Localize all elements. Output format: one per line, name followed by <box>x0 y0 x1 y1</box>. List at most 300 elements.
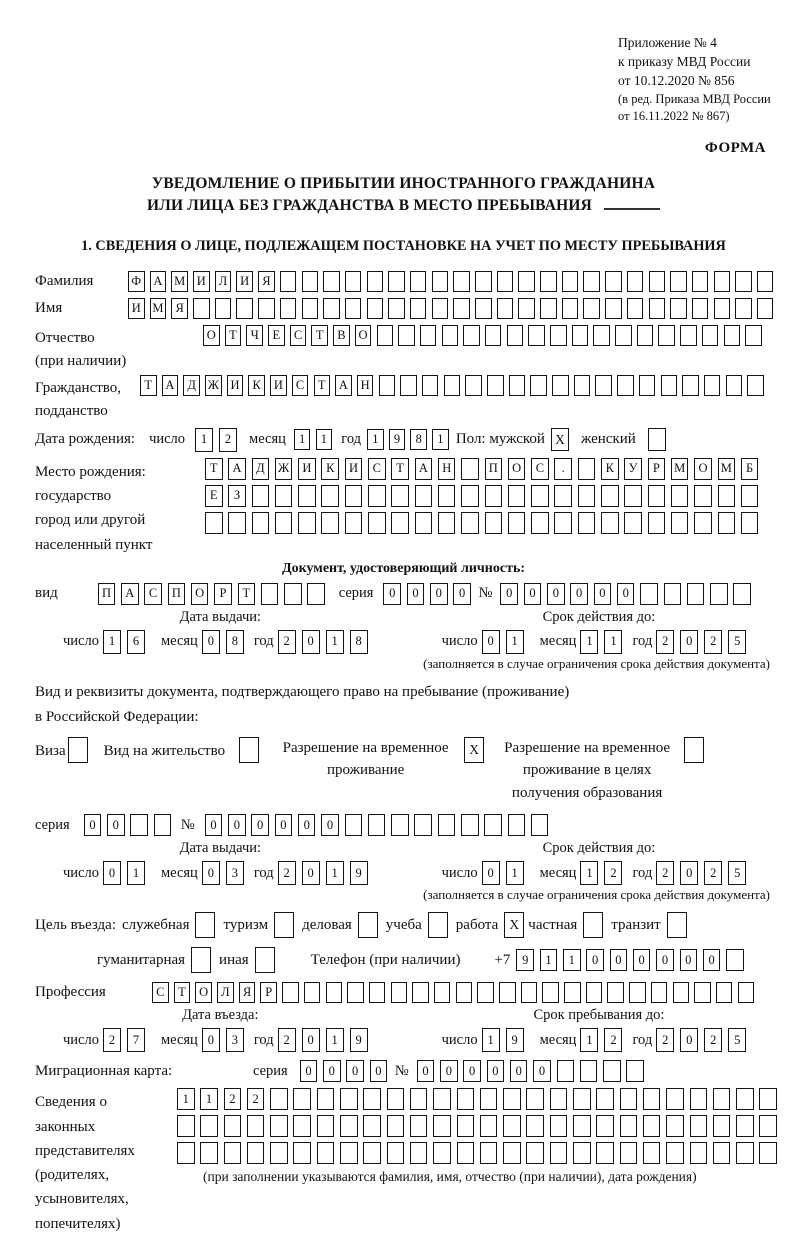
char-box[interactable]: 0 <box>430 583 448 605</box>
char-box[interactable] <box>741 485 759 507</box>
char-box[interactable] <box>666 1142 684 1164</box>
char-box[interactable] <box>461 814 479 836</box>
char-box[interactable]: 1 <box>367 429 384 450</box>
char-box[interactable] <box>557 1060 575 1082</box>
char-box[interactable]: Р <box>648 458 666 480</box>
char-box[interactable] <box>518 298 535 319</box>
char-box[interactable]: О <box>203 325 220 346</box>
char-box[interactable] <box>710 583 728 605</box>
char-box[interactable] <box>340 1088 358 1110</box>
char-box[interactable]: 2 <box>103 1028 121 1052</box>
gender-female-checkbox[interactable] <box>648 428 666 451</box>
char-box[interactable] <box>368 512 386 534</box>
char-box[interactable]: З <box>228 485 246 507</box>
char-box[interactable]: 2 <box>604 1028 622 1052</box>
char-box[interactable] <box>574 375 591 396</box>
char-box[interactable] <box>586 982 603 1003</box>
char-box[interactable]: 2 <box>704 1028 722 1052</box>
char-box[interactable] <box>747 375 764 396</box>
char-box[interactable] <box>298 512 316 534</box>
char-box[interactable] <box>388 271 405 292</box>
char-box[interactable]: 7 <box>127 1028 145 1052</box>
char-box[interactable] <box>583 271 600 292</box>
char-box[interactable]: 9 <box>389 429 406 450</box>
char-box[interactable] <box>526 1115 544 1137</box>
char-box[interactable] <box>410 1088 428 1110</box>
char-box[interactable] <box>284 583 302 605</box>
char-box[interactable] <box>617 375 634 396</box>
char-box[interactable]: 0 <box>323 1060 341 1082</box>
char-box[interactable] <box>270 1115 288 1137</box>
char-box[interactable] <box>487 375 504 396</box>
char-box[interactable]: 0 <box>656 949 674 971</box>
purpose-business-checkbox[interactable] <box>358 912 378 938</box>
char-box[interactable] <box>415 485 433 507</box>
char-box[interactable] <box>643 1142 661 1164</box>
char-box[interactable] <box>457 1142 475 1164</box>
char-box[interactable]: . <box>554 458 572 480</box>
char-box[interactable]: 0 <box>463 1060 481 1082</box>
char-box[interactable] <box>377 325 394 346</box>
char-box[interactable]: 3 <box>226 1028 244 1052</box>
char-box[interactable] <box>540 298 557 319</box>
char-box[interactable] <box>410 298 427 319</box>
char-box[interactable] <box>307 583 325 605</box>
char-box[interactable] <box>741 512 759 534</box>
char-box[interactable]: 5 <box>728 630 746 654</box>
char-box[interactable] <box>432 271 449 292</box>
char-box[interactable]: 0 <box>202 630 220 654</box>
char-box[interactable]: Я <box>239 982 256 1003</box>
char-box[interactable]: 0 <box>594 583 612 605</box>
purpose-humanitarian-checkbox[interactable] <box>191 947 211 973</box>
char-box[interactable]: 1 <box>580 1028 598 1052</box>
char-box[interactable]: Д <box>252 458 270 480</box>
char-box[interactable]: 0 <box>440 1060 458 1082</box>
char-box[interactable]: С <box>290 325 307 346</box>
char-box[interactable] <box>526 1088 544 1110</box>
char-box[interactable]: 2 <box>224 1088 242 1110</box>
char-box[interactable]: Л <box>215 271 232 292</box>
char-box[interactable] <box>687 583 705 605</box>
char-box[interactable] <box>391 814 409 836</box>
char-box[interactable] <box>398 325 415 346</box>
char-box[interactable]: 0 <box>346 1060 364 1082</box>
char-box[interactable]: 9 <box>350 1028 368 1052</box>
char-box[interactable]: И <box>345 458 363 480</box>
char-box[interactable] <box>714 298 731 319</box>
char-box[interactable] <box>713 1088 731 1110</box>
char-box[interactable]: 2 <box>704 630 722 654</box>
char-box[interactable] <box>694 485 712 507</box>
char-box[interactable]: 0 <box>610 949 628 971</box>
char-box[interactable] <box>564 982 581 1003</box>
char-box[interactable]: 1 <box>177 1088 195 1110</box>
char-box[interactable] <box>475 271 492 292</box>
char-box[interactable] <box>624 512 642 534</box>
char-box[interactable] <box>432 298 449 319</box>
char-box[interactable]: И <box>236 271 253 292</box>
char-box[interactable]: И <box>227 375 244 396</box>
char-box[interactable] <box>258 298 275 319</box>
char-box[interactable]: О <box>355 325 372 346</box>
char-box[interactable] <box>526 1142 544 1164</box>
char-box[interactable] <box>601 485 619 507</box>
char-box[interactable]: 0 <box>482 861 500 885</box>
char-box[interactable]: А <box>228 458 246 480</box>
char-box[interactable]: 2 <box>278 1028 296 1052</box>
char-box[interactable] <box>552 375 569 396</box>
char-box[interactable] <box>415 512 433 534</box>
char-box[interactable] <box>323 298 340 319</box>
char-box[interactable] <box>302 298 319 319</box>
char-box[interactable] <box>363 1088 381 1110</box>
char-box[interactable]: С <box>531 458 549 480</box>
char-box[interactable] <box>596 1142 614 1164</box>
char-box[interactable] <box>596 1088 614 1110</box>
char-box[interactable] <box>627 298 644 319</box>
char-box[interactable]: Т <box>314 375 331 396</box>
char-box[interactable]: Т <box>205 458 223 480</box>
char-box[interactable] <box>578 458 596 480</box>
char-box[interactable]: 0 <box>228 814 246 836</box>
char-box[interactable]: О <box>694 458 712 480</box>
char-box[interactable] <box>627 271 644 292</box>
char-box[interactable]: 0 <box>633 949 651 971</box>
purpose-other-checkbox[interactable] <box>255 947 275 973</box>
char-box[interactable]: 0 <box>205 814 223 836</box>
char-box[interactable] <box>518 271 535 292</box>
char-box[interactable]: Т <box>391 458 409 480</box>
char-box[interactable] <box>671 485 689 507</box>
char-box[interactable]: 0 <box>586 949 604 971</box>
char-box[interactable] <box>673 982 690 1003</box>
char-box[interactable] <box>503 1142 521 1164</box>
char-box[interactable]: 0 <box>500 583 518 605</box>
char-box[interactable]: 1 <box>482 1028 500 1052</box>
char-box[interactable] <box>200 1115 218 1137</box>
char-box[interactable]: 0 <box>680 861 698 885</box>
char-box[interactable] <box>442 325 459 346</box>
char-box[interactable]: 1 <box>103 630 121 654</box>
char-box[interactable]: П <box>485 458 503 480</box>
char-box[interactable] <box>620 1115 638 1137</box>
char-box[interactable] <box>391 485 409 507</box>
char-box[interactable]: Е <box>268 325 285 346</box>
char-box[interactable] <box>387 1142 405 1164</box>
char-box[interactable]: 0 <box>107 814 125 836</box>
char-box[interactable] <box>485 485 503 507</box>
char-box[interactable] <box>252 512 270 534</box>
char-box[interactable]: 2 <box>656 861 674 885</box>
char-box[interactable] <box>154 814 172 836</box>
char-box[interactable] <box>550 1088 568 1110</box>
char-box[interactable] <box>554 485 572 507</box>
char-box[interactable]: М <box>718 458 736 480</box>
char-box[interactable]: 9 <box>350 861 368 885</box>
char-box[interactable]: Н <box>357 375 374 396</box>
char-box[interactable]: П <box>168 583 186 605</box>
char-box[interactable] <box>388 298 405 319</box>
char-box[interactable] <box>666 1088 684 1110</box>
char-box[interactable] <box>304 982 321 1003</box>
char-box[interactable] <box>480 1142 498 1164</box>
char-box[interactable]: 0 <box>370 1060 388 1082</box>
char-box[interactable] <box>605 271 622 292</box>
char-box[interactable]: О <box>195 982 212 1003</box>
char-box[interactable] <box>456 982 473 1003</box>
char-box[interactable]: 1 <box>326 861 344 885</box>
char-box[interactable] <box>596 1115 614 1137</box>
char-box[interactable] <box>280 298 297 319</box>
char-box[interactable]: 9 <box>506 1028 524 1052</box>
char-box[interactable] <box>317 1115 335 1137</box>
char-box[interactable]: 0 <box>417 1060 435 1082</box>
char-box[interactable] <box>615 325 632 346</box>
purpose-study-checkbox[interactable] <box>428 912 448 938</box>
purpose-transit-checkbox[interactable] <box>667 912 687 938</box>
char-box[interactable] <box>649 298 666 319</box>
char-box[interactable] <box>340 1115 358 1137</box>
char-box[interactable] <box>228 512 246 534</box>
char-box[interactable]: У <box>624 458 642 480</box>
char-box[interactable] <box>400 375 417 396</box>
char-box[interactable]: Б <box>741 458 759 480</box>
char-box[interactable] <box>497 298 514 319</box>
char-box[interactable]: 1 <box>127 861 145 885</box>
char-box[interactable] <box>578 512 596 534</box>
char-box[interactable]: И <box>298 458 316 480</box>
char-box[interactable]: 0 <box>524 583 542 605</box>
char-box[interactable] <box>572 325 589 346</box>
char-box[interactable] <box>410 1115 428 1137</box>
char-box[interactable]: 1 <box>195 428 213 452</box>
char-box[interactable]: 0 <box>680 1028 698 1052</box>
char-box[interactable] <box>252 485 270 507</box>
char-box[interactable] <box>347 982 364 1003</box>
char-box[interactable]: 0 <box>617 583 635 605</box>
char-box[interactable] <box>637 325 654 346</box>
char-box[interactable] <box>607 982 624 1003</box>
char-box[interactable] <box>275 485 293 507</box>
char-box[interactable]: А <box>335 375 352 396</box>
char-box[interactable] <box>503 1088 521 1110</box>
char-box[interactable] <box>716 982 733 1003</box>
char-box[interactable] <box>690 1115 708 1137</box>
char-box[interactable]: 2 <box>278 630 296 654</box>
temp-residence-checkbox[interactable]: X <box>464 737 484 763</box>
char-box[interactable]: С <box>144 583 162 605</box>
char-box[interactable] <box>507 325 524 346</box>
char-box[interactable]: В <box>333 325 350 346</box>
char-box[interactable]: Р <box>214 583 232 605</box>
char-box[interactable] <box>270 1142 288 1164</box>
char-box[interactable] <box>369 982 386 1003</box>
char-box[interactable] <box>714 271 731 292</box>
char-box[interactable] <box>463 325 480 346</box>
char-box[interactable]: П <box>98 583 116 605</box>
char-box[interactable] <box>461 485 479 507</box>
char-box[interactable]: 1 <box>294 429 311 450</box>
char-box[interactable] <box>412 982 429 1003</box>
char-box[interactable]: 0 <box>383 583 401 605</box>
char-box[interactable]: 1 <box>326 1028 344 1052</box>
char-box[interactable] <box>298 485 316 507</box>
char-box[interactable] <box>461 512 479 534</box>
char-box[interactable]: М <box>150 298 167 319</box>
char-box[interactable] <box>475 298 492 319</box>
char-box[interactable] <box>521 982 538 1003</box>
char-box[interactable] <box>461 458 479 480</box>
char-box[interactable]: 2 <box>278 861 296 885</box>
char-box[interactable] <box>578 485 596 507</box>
char-box[interactable]: 1 <box>432 429 449 450</box>
char-box[interactable] <box>620 1142 638 1164</box>
char-box[interactable] <box>387 1115 405 1137</box>
char-box[interactable] <box>573 1088 591 1110</box>
char-box[interactable] <box>736 1115 754 1137</box>
char-box[interactable]: 2 <box>247 1088 265 1110</box>
char-box[interactable] <box>528 325 545 346</box>
char-box[interactable]: 8 <box>410 429 427 450</box>
char-box[interactable] <box>177 1115 195 1137</box>
char-box[interactable] <box>508 485 526 507</box>
char-box[interactable] <box>702 325 719 346</box>
char-box[interactable]: 1 <box>326 630 344 654</box>
char-box[interactable] <box>658 325 675 346</box>
char-box[interactable]: Я <box>171 298 188 319</box>
char-box[interactable] <box>345 271 362 292</box>
char-box[interactable] <box>509 375 526 396</box>
char-box[interactable] <box>629 982 646 1003</box>
char-box[interactable] <box>368 485 386 507</box>
char-box[interactable] <box>323 271 340 292</box>
char-box[interactable]: 0 <box>321 814 339 836</box>
char-box[interactable] <box>410 271 427 292</box>
char-box[interactable] <box>540 271 557 292</box>
char-box[interactable]: И <box>193 271 210 292</box>
char-box[interactable] <box>414 814 432 836</box>
char-box[interactable] <box>694 982 711 1003</box>
char-box[interactable] <box>193 298 210 319</box>
char-box[interactable]: О <box>191 583 209 605</box>
char-box[interactable] <box>573 1115 591 1137</box>
char-box[interactable] <box>661 375 678 396</box>
char-box[interactable]: 0 <box>202 861 220 885</box>
char-box[interactable] <box>593 325 610 346</box>
char-box[interactable]: 0 <box>510 1060 528 1082</box>
char-box[interactable] <box>321 485 339 507</box>
visa-checkbox[interactable] <box>68 737 88 763</box>
char-box[interactable] <box>690 1142 708 1164</box>
char-box[interactable] <box>224 1142 242 1164</box>
char-box[interactable] <box>759 1115 777 1137</box>
char-box[interactable] <box>648 485 666 507</box>
char-box[interactable]: 0 <box>103 861 121 885</box>
char-box[interactable]: 9 <box>516 949 534 971</box>
char-box[interactable]: 0 <box>300 1060 318 1082</box>
char-box[interactable] <box>499 982 516 1003</box>
char-box[interactable] <box>438 485 456 507</box>
char-box[interactable] <box>759 1088 777 1110</box>
char-box[interactable] <box>261 583 279 605</box>
char-box[interactable] <box>477 982 494 1003</box>
char-box[interactable] <box>457 1088 475 1110</box>
char-box[interactable] <box>736 1142 754 1164</box>
char-box[interactable] <box>224 1115 242 1137</box>
char-box[interactable] <box>713 1115 731 1137</box>
char-box[interactable]: 0 <box>680 630 698 654</box>
char-box[interactable] <box>367 298 384 319</box>
char-box[interactable] <box>345 512 363 534</box>
char-box[interactable] <box>531 512 549 534</box>
char-box[interactable]: Ж <box>205 375 222 396</box>
char-box[interactable] <box>485 325 502 346</box>
char-box[interactable] <box>302 271 319 292</box>
char-box[interactable] <box>643 1115 661 1137</box>
char-box[interactable] <box>422 375 439 396</box>
char-box[interactable]: М <box>671 458 689 480</box>
char-box[interactable] <box>542 982 559 1003</box>
char-box[interactable] <box>345 485 363 507</box>
char-box[interactable] <box>726 375 743 396</box>
char-box[interactable]: 0 <box>302 1028 320 1052</box>
char-box[interactable]: 1 <box>200 1088 218 1110</box>
char-box[interactable]: 2 <box>704 861 722 885</box>
char-box[interactable] <box>484 814 502 836</box>
char-box[interactable] <box>130 814 148 836</box>
char-box[interactable] <box>603 1060 621 1082</box>
char-box[interactable] <box>345 814 363 836</box>
char-box[interactable] <box>453 298 470 319</box>
char-box[interactable]: М <box>171 271 188 292</box>
char-box[interactable] <box>562 298 579 319</box>
char-box[interactable] <box>317 1088 335 1110</box>
char-box[interactable] <box>420 325 437 346</box>
char-box[interactable] <box>434 982 451 1003</box>
char-box[interactable]: 0 <box>84 814 102 836</box>
char-box[interactable] <box>280 271 297 292</box>
char-box[interactable] <box>601 512 619 534</box>
char-box[interactable]: 5 <box>728 1028 746 1052</box>
char-box[interactable]: Т <box>311 325 328 346</box>
char-box[interactable]: 1 <box>316 429 333 450</box>
char-box[interactable]: 0 <box>703 949 721 971</box>
purpose-tourism-checkbox[interactable] <box>274 912 294 938</box>
char-box[interactable] <box>680 325 697 346</box>
char-box[interactable] <box>649 271 666 292</box>
char-box[interactable] <box>735 298 752 319</box>
char-box[interactable] <box>736 1088 754 1110</box>
char-box[interactable] <box>433 1142 451 1164</box>
char-box[interactable] <box>531 814 549 836</box>
char-box[interactable] <box>497 271 514 292</box>
char-box[interactable]: 1 <box>580 630 598 654</box>
char-box[interactable] <box>651 982 668 1003</box>
char-box[interactable]: 2 <box>656 1028 674 1052</box>
char-box[interactable]: 0 <box>302 630 320 654</box>
char-box[interactable]: С <box>152 982 169 1003</box>
char-box[interactable]: 3 <box>226 861 244 885</box>
char-box[interactable] <box>550 325 567 346</box>
char-box[interactable]: А <box>121 583 139 605</box>
char-box[interactable]: А <box>415 458 433 480</box>
char-box[interactable] <box>282 982 299 1003</box>
char-box[interactable] <box>550 1115 568 1137</box>
char-box[interactable]: И <box>270 375 287 396</box>
char-box[interactable]: К <box>601 458 619 480</box>
char-box[interactable] <box>733 583 751 605</box>
